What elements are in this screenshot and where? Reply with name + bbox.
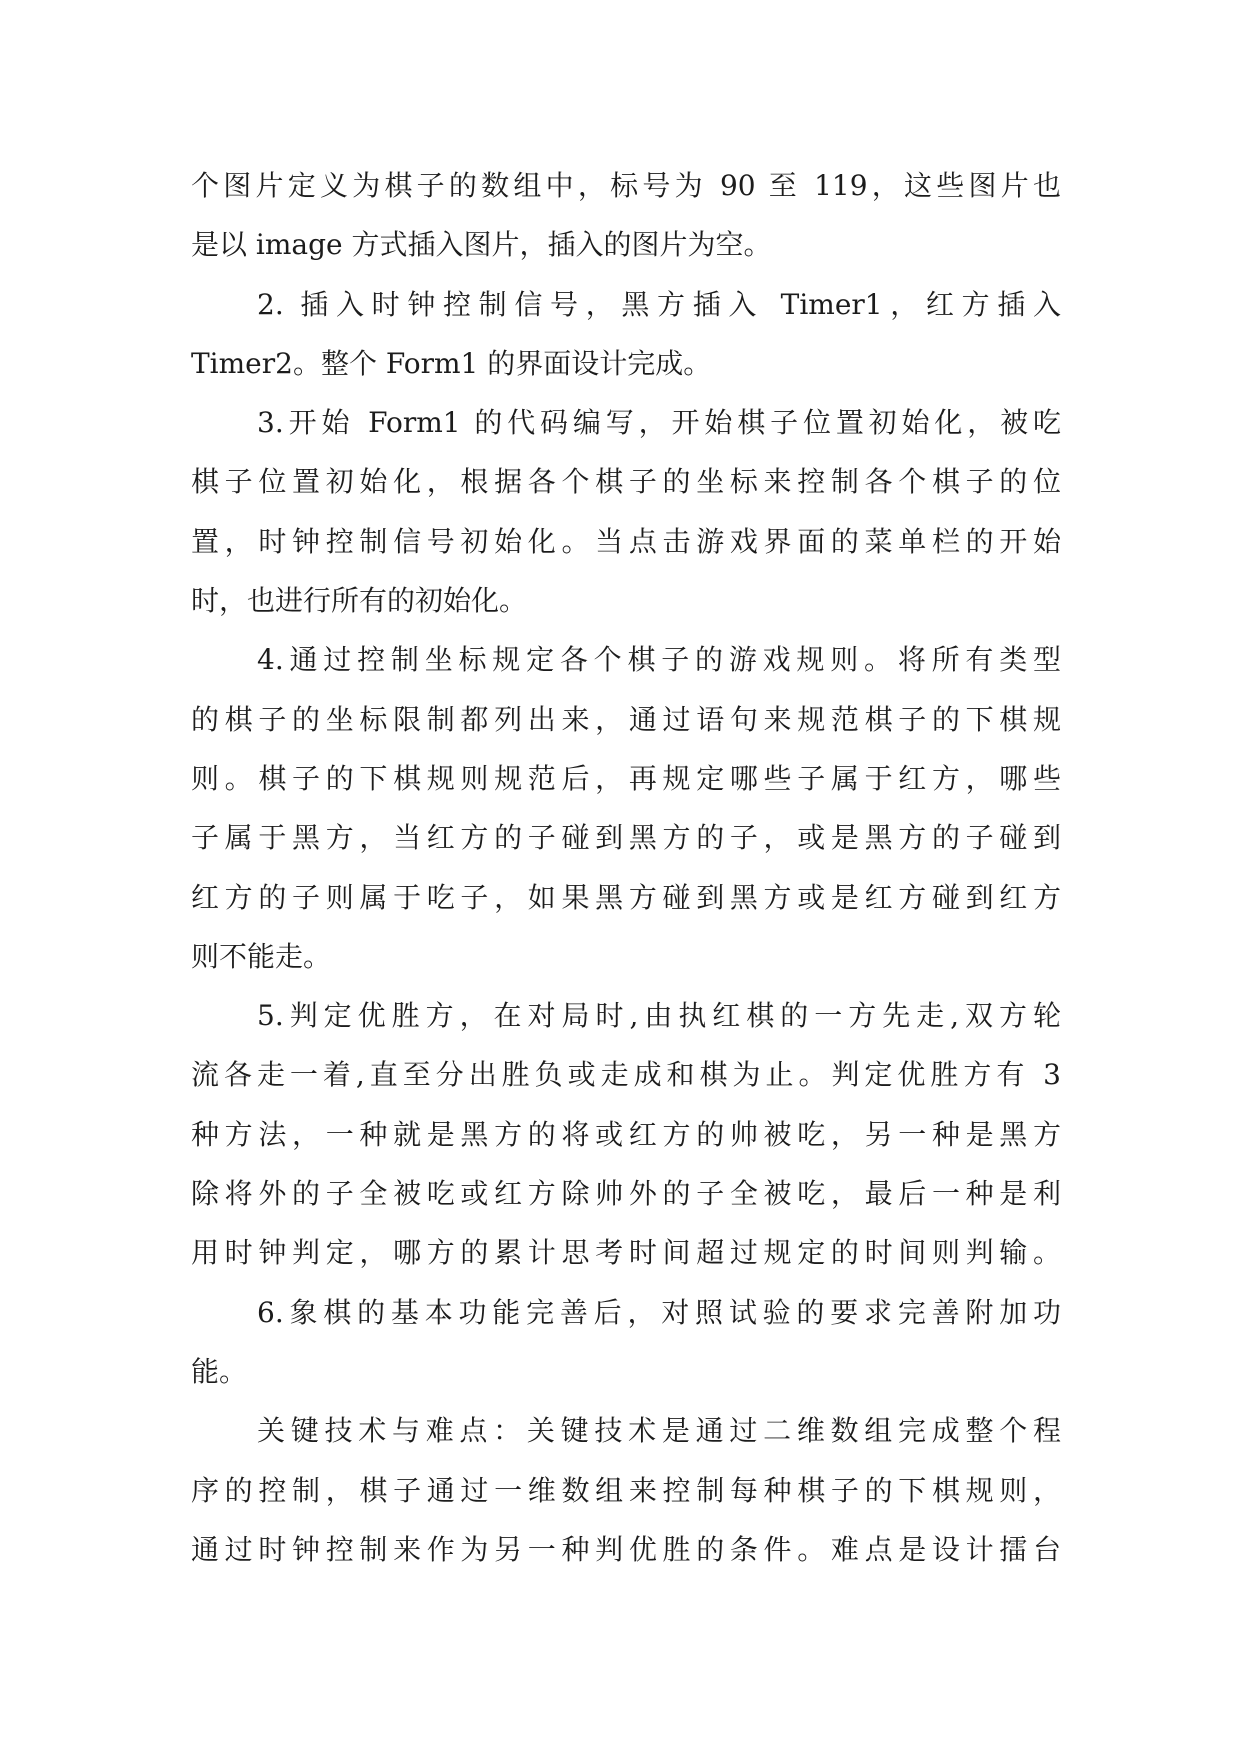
text-line: 通过时钟控制来作为另一种判优胜的条件。难点是设计擂台 bbox=[191, 1532, 1061, 1566]
text-line: 4.通过控制坐标规定各个棋子的游戏规则。将所有类型 bbox=[257, 643, 1061, 677]
text-line: 则。棋子的下棋规则规范后，再规定哪些子属于红方，哪些 bbox=[191, 761, 1061, 795]
paragraph bbox=[191, 275, 1061, 394]
text-line: 则不能走。 bbox=[191, 939, 332, 973]
text-line: 能。 bbox=[191, 1354, 248, 1388]
text-line: 序的控制，棋子通过一维数组来控制每种棋子的下棋规则， bbox=[191, 1473, 1061, 1507]
paragraph bbox=[191, 156, 1061, 275]
text-line: 棋子位置初始化，根据各个棋子的坐标来控制各个棋子的位 bbox=[191, 465, 1061, 499]
text-line: 流各走一着,直至分出胜负或走成和棋为止。判定优胜方有 3 bbox=[191, 1058, 1061, 1092]
text-line: 2. 插入时钟控制信号，黑方插入 Timer1，红方插入 bbox=[257, 287, 1061, 321]
text-line: 3.开始 Form1 的代码编写，开始棋子位置初始化，被吃 bbox=[257, 406, 1061, 440]
paragraph bbox=[191, 986, 1061, 1282]
text-line: 红方的子则属于吃子，如果黑方碰到黑方或是红方碰到红方 bbox=[191, 880, 1061, 914]
text-line: 关键技术与难点：关键技术是通过二维数组完成整个程 bbox=[257, 1414, 1061, 1448]
text-line: 6.象棋的基本功能完善后，对照试验的要求完善附加功 bbox=[257, 1295, 1061, 1329]
text-line: 的棋子的坐标限制都列出来，通过语句来规范棋子的下棋规 bbox=[191, 702, 1061, 736]
text-line: 5.判定优胜方，在对局时,由执红棋的一方先走,双方轮 bbox=[257, 999, 1061, 1033]
paragraph bbox=[191, 1283, 1061, 1402]
text-line: Timer2。整个 Form1 的界面设计完成。 bbox=[191, 346, 712, 380]
text-line: 用时钟判定，哪方的累计思考时间超过规定的时间则判输。 bbox=[191, 1236, 1061, 1270]
text-line: 除将外的子全被吃或红方除帅外的子全被吃，最后一种是利 bbox=[191, 1177, 1061, 1211]
paragraph bbox=[191, 393, 1061, 630]
text-line: 是以 image 方式插入图片，插入的图片为空。 bbox=[191, 228, 772, 262]
text-line: 置，时钟控制信号初始化。当点击游戏界面的菜单栏的开始 bbox=[191, 524, 1061, 558]
paragraph bbox=[191, 630, 1061, 986]
text-line: 个图片定义为棋子的数组中，标号为 90 至 119，这些图片也 bbox=[191, 169, 1061, 202]
text-line: 时，也进行所有的初始化。 bbox=[191, 584, 528, 618]
paragraph bbox=[191, 1401, 1061, 1579]
text-line: 子属于黑方，当红方的子碰到黑方的子，或是黑方的子碰到 bbox=[191, 821, 1061, 855]
document-body bbox=[191, 156, 1061, 1579]
text-line: 种方法，一种就是黑方的将或红方的帅被吃，另一种是黑方 bbox=[191, 1117, 1061, 1151]
